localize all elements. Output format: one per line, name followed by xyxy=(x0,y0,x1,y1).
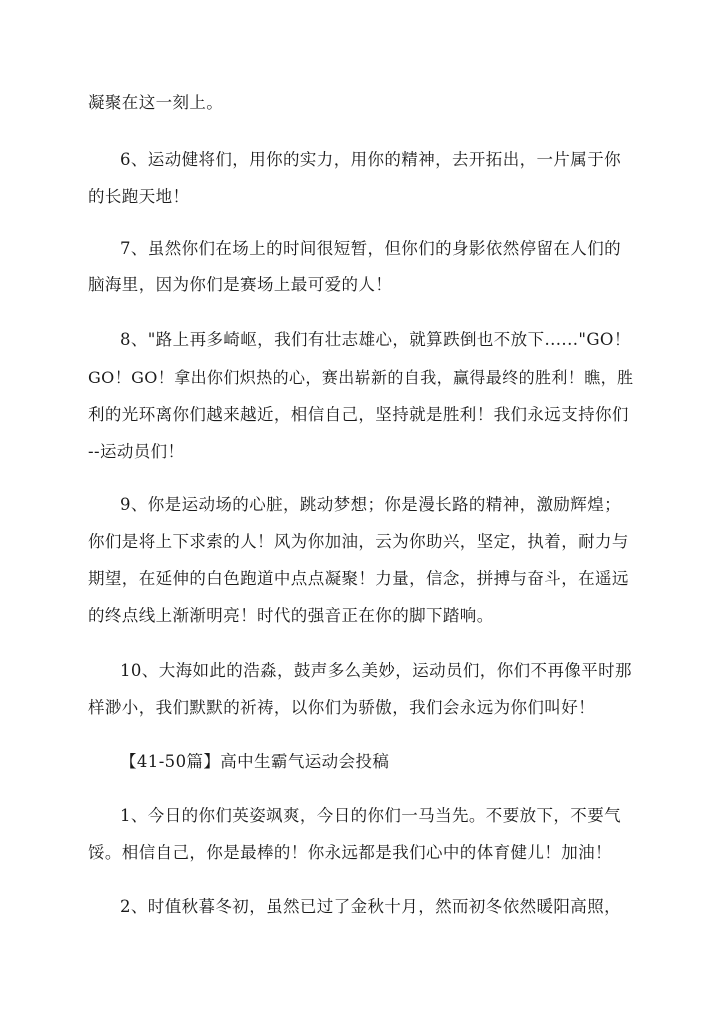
text-line: 1、今日的你们英姿飒爽，今日的你们一马当先。不要放下，不要气 xyxy=(120,806,621,825)
text-line: 7、虽然你们在场上的时间很短暂，但你们的身影依然停留在人们的 xyxy=(120,239,621,258)
text-line: 馁。相信自己，你是最棒的！你永远都是我们心中的体育健儿！加油！ xyxy=(88,843,612,862)
text-line: 脑海里，因为你们是赛场上最可爱的人！ xyxy=(88,275,393,294)
text-line: 9、你是运动场的心脏，跳动梦想；你是漫长路的精神，激励辉煌； xyxy=(120,495,621,514)
text-line: 样渺小，我们默默的祈祷，以你们为骄傲，我们会永远为你们叫好！ xyxy=(88,698,595,717)
text-line: 你们是将上下求索的人！风为你加油，云为你助兴，坚定，执着，耐力与 xyxy=(88,532,629,551)
text-line: 2、时值秋暮冬初，虽然已过了金秋十月，然而初冬依然暖阳高照， xyxy=(120,897,621,916)
text-line: 凝聚在这一刻上。 xyxy=(88,93,224,112)
text-line: 的终点线上渐渐明亮！时代的强音正在你的脚下踏响。 xyxy=(88,606,494,625)
text-line: GO！GO！拿出你们炽热的心，赛出崭新的自我，赢得最终的胜利！瞧，胜 xyxy=(88,368,634,387)
text-line: 的长跑天地！ xyxy=(88,187,190,206)
text-line: 利的光环离你们越来越近，相信自己，坚持就是胜利！我们永远支持你们 xyxy=(88,405,629,424)
text-line: 6、运动健将们，用你的实力，用你的精神，去开拓出，一片属于你 xyxy=(120,150,621,169)
section-heading: 【41-50篇】高中生霸气运动会投稿 xyxy=(120,752,390,771)
text-line: 10、大海如此的浩淼，鼓声多么美妙，运动员们，你们不再像平时那 xyxy=(120,661,632,680)
text-line: --运动员们！ xyxy=(88,442,185,461)
text-line: 期望，在延伸的白色跑道中点点凝聚！力量，信念，拼搏与奋斗，在遥远 xyxy=(88,569,629,588)
text-line: 8、"路上再多崎岖，我们有壮志雄心，就算跌倒也不放下......"GO！ xyxy=(120,330,631,349)
